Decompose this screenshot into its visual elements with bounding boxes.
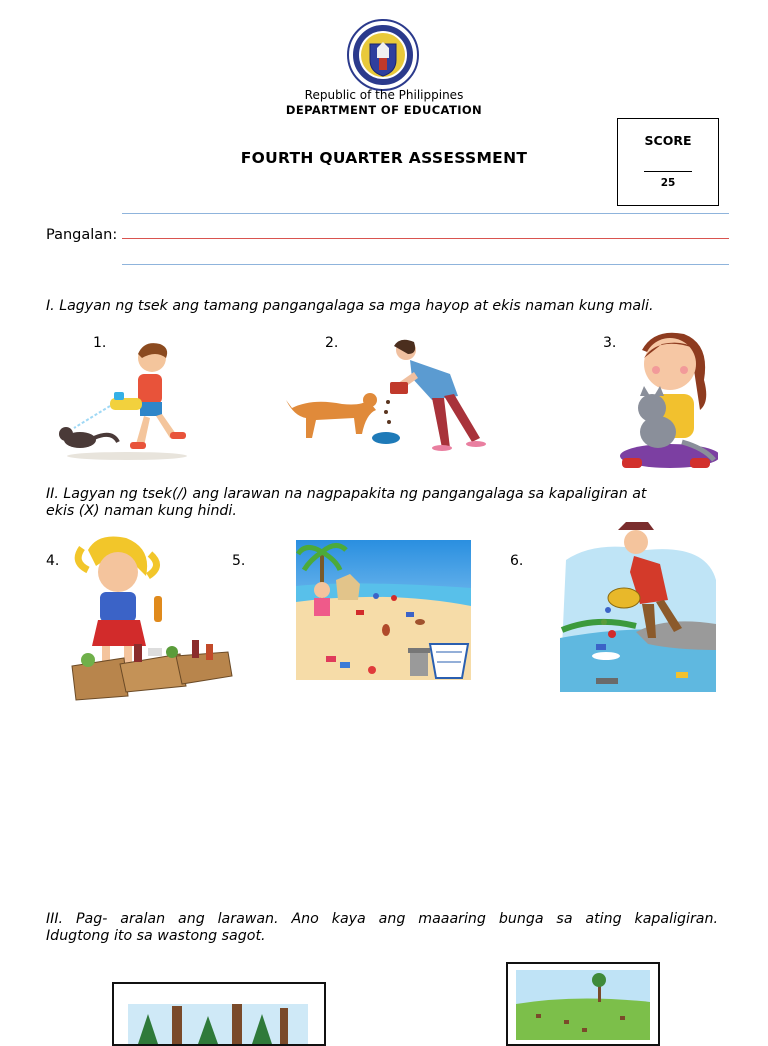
item-number-3: 3. — [603, 335, 617, 351]
page-title: FOURTH QUARTER ASSESSMENT — [240, 149, 528, 167]
score-label: SCORE — [644, 133, 692, 148]
girl-hugging-cat-icon — [612, 330, 718, 472]
top-decor-line — [122, 213, 729, 214]
item-number-1: 1. — [93, 335, 107, 351]
woman-feeding-dog-icon — [282, 338, 487, 453]
girl-sorting-garbage-icon — [68, 536, 236, 702]
item-number-5: 5. — [232, 553, 246, 569]
forest-picture-frame — [112, 982, 326, 1046]
item-number-2: 2. — [325, 335, 339, 351]
boy-spraying-cat-icon — [52, 340, 194, 462]
deforested-land-icon — [516, 970, 650, 1040]
name-input-line[interactable] — [122, 238, 729, 239]
department-text: DEPARTMENT OF EDUCATION — [285, 103, 483, 117]
republic-text: Republic of the Philippines — [304, 88, 464, 102]
item-number-6: 6. — [510, 553, 524, 569]
score-blank-line[interactable] — [644, 171, 692, 172]
deforested-picture-frame — [506, 962, 660, 1046]
score-total: 25 — [660, 177, 676, 189]
part3-instruction-line1: III. Pag- aralan ang larawan. Ano kaya ang maaaring bunga sa ating kapaligiran. — [46, 911, 718, 927]
item-number-4: 4. — [46, 553, 60, 569]
name-label: Pangalan: — [46, 227, 118, 243]
forest-trees-icon — [128, 1004, 308, 1044]
score-box — [617, 118, 719, 206]
part2-instruction-line1: II. Lagyan ng tsek(/) ang larawan na nagpapakita ng pangangalaga sa kapaligiran at — [46, 486, 647, 502]
deped-seal-icon — [346, 18, 420, 92]
part3-instruction-line2: Idugtong ito sa wastong sagot. — [46, 928, 266, 944]
littered-beach-icon — [296, 540, 471, 680]
man-dumping-trash-in-water-icon — [556, 520, 720, 692]
bottom-decor-line — [122, 264, 729, 265]
part2-instruction-line2: ekis (X) naman kung hindi. — [46, 503, 237, 519]
part1-instruction: I. Lagyan ng tsek ang tamang pangangalaga sa mga hayop at ekis naman kung mali. — [46, 298, 654, 314]
